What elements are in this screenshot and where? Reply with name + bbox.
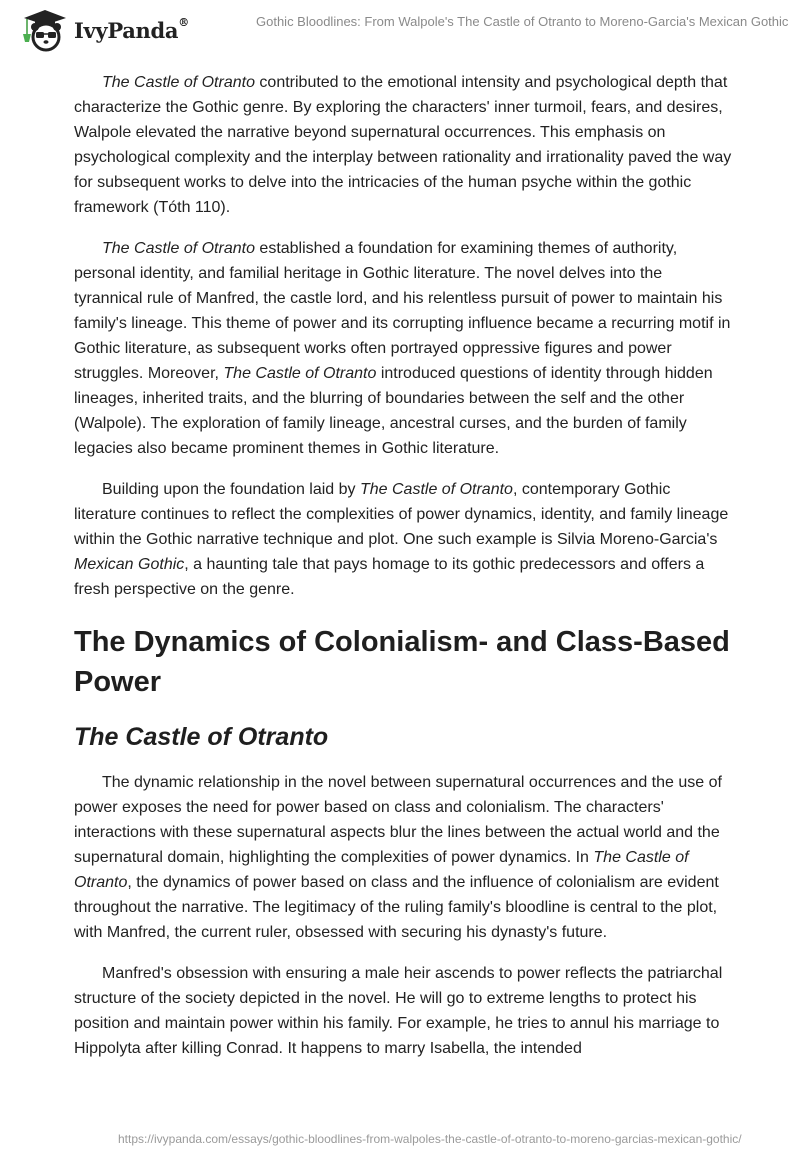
book-title: The Castle of Otranto xyxy=(74,849,689,891)
paragraph-5 xyxy=(74,961,734,1061)
book-title: The Castle of Otranto xyxy=(359,481,513,498)
subsection-heading: The Castle of Otranto xyxy=(74,723,329,751)
book-title: The Castle of Otranto xyxy=(102,74,255,91)
paragraph-2 xyxy=(74,236,734,461)
text: Manfred's obsession with ensuring a male heir ascends to power reflects the patriarchal structure of the society depicted in the novel. He will go to extreme lengths to protect his position and maintain power within his family. For example, he tries to annul his marriage to Hippolyta after killing Conrad. It happens to marry Isabella, the intended xyxy=(74,965,723,1057)
brand-name: IvyPanda® xyxy=(74,15,189,43)
text: contributed to the emotional intensity and psychological depth that characterize the Gothic genre. By exploring the characters' inner turmoil, fears, and desires, Walpole elevated the narrative beyond supernatural occurrences. This emphasis on psychological complexity and the interplay between rationality and irrationality paved the way for subsequent works to delve into the intricacies of the human psyche within the gothic framework (Tóth 110). xyxy=(74,74,732,216)
text: , contemporary Gothic literature continues to reflect the complexities of power dynamics, identity, and family lineage within the Gothic narrative technique and plot. One such example is Silvia Moreno-Garcia's xyxy=(74,481,729,548)
text: introduced questions of identity through hidden lineages, inherited traits, and the blurring of boundaries between the self and the other (Walpole). The exploration of family lineage, ancestral curses, and the burden of family legacies also became prominent themes in Gothic literature. xyxy=(74,365,713,457)
section-heading: The Dynamics of Colonialism- and Class-Based Power xyxy=(74,626,730,698)
paragraph-3 xyxy=(74,477,734,602)
ivypanda-logo[interactable] xyxy=(18,8,189,52)
text: , the dynamics of power based on class and the influence of colonialism are evident throughout the narrative. The legitimacy of the ruling family's bloodline is central to the plot, with Manfred, the current ruler, obsessed with securing his dynasty's future. xyxy=(74,874,719,941)
text: established a foundation for examining themes of authority, personal identity, and familial heritage in Gothic literature. The novel delves into the tyrannical rule of Manfred, the castle lord, and his relentless pursuit of power to maintain his family's lineage. This theme of power and its corrupting influence became a recurring motif in Gothic literature, as subsequent works often portrayed oppressive figures and power struggles. Moreover, xyxy=(74,240,731,382)
source-url[interactable]: https://ivypanda.com/essays/gothic-bloodlines-from-walpoles-the-castle-of-otranto-to-moreno-garcias-mexican-gothic/ xyxy=(118,1132,742,1146)
document-title: Gothic Bloodlines: From Walpole's The Castle of Otranto to Moreno-Garcia's Mexican Gothic xyxy=(256,14,789,29)
panda-graduate-icon xyxy=(18,8,72,52)
text: The dynamic relationship in the novel between supernatural occurrences and the use of power exposes the need for power based on class and colonialism. The characters' interactions with these supernatural aspects blur the lines between the actual world and the supernatural domain, highlighting the complexities of power dynamics. In xyxy=(74,774,722,866)
page-header xyxy=(0,0,800,50)
book-title: The Castle of Otranto xyxy=(102,240,255,257)
book-title: The Castle of Otranto xyxy=(223,365,377,382)
essay-body xyxy=(74,70,734,1077)
paragraph-4 xyxy=(74,770,734,945)
paragraph-1 xyxy=(74,70,734,220)
book-title: Mexican Gothic xyxy=(74,556,185,573)
text: , a haunting tale that pays homage to its gothic predecessors and offers a fresh perspective on the genre. xyxy=(74,556,705,598)
text: Building upon the foundation laid by xyxy=(102,481,360,498)
